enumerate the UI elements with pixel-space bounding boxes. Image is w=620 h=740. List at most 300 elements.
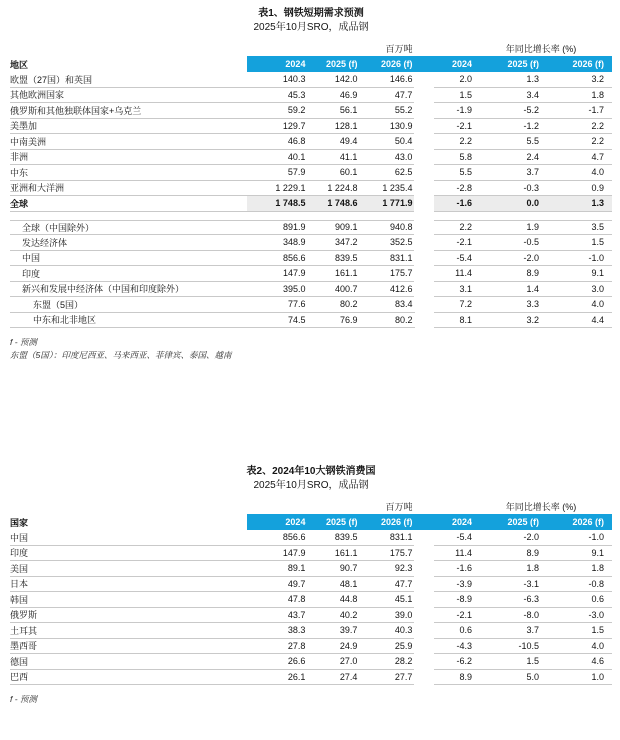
group-gap	[414, 134, 434, 150]
yoy-values	[434, 220, 612, 236]
yoy-values	[434, 282, 612, 298]
row-label: 中东和北非地区	[10, 313, 248, 329]
value-cell: 3.4	[526, 89, 539, 100]
mt-values	[247, 119, 414, 135]
yoy-values	[434, 165, 612, 181]
yoy-values	[434, 313, 612, 329]
group-gap	[414, 670, 434, 686]
value-cell: 3.1	[459, 283, 472, 294]
group-gap	[414, 639, 434, 655]
row-label: 美国	[10, 561, 247, 577]
value-cell: -6.3	[523, 594, 539, 605]
value-cell: 49.4	[339, 136, 358, 147]
table1-subtitle: 2025年10月SRO，成品钢	[253, 22, 369, 33]
mt-values	[247, 577, 414, 593]
value-cell: 1.8	[591, 89, 604, 100]
yoy-values	[434, 266, 612, 282]
value-cell: -5.4	[456, 532, 472, 543]
mt-values	[247, 103, 414, 119]
table2-row-header-label: 国家	[10, 517, 29, 528]
group-gap	[414, 623, 434, 639]
mt-values	[247, 670, 414, 686]
value-cell: 27.7	[394, 671, 413, 682]
section-divider	[10, 212, 612, 220]
value-cell: 352.5	[389, 237, 413, 248]
mt-values	[247, 165, 414, 181]
value-cell: 831.1	[389, 532, 413, 543]
value-cell: -5.4	[456, 252, 472, 263]
group-gap	[414, 150, 434, 166]
table-row	[10, 220, 612, 236]
value-cell: 839.5	[334, 532, 358, 543]
table1-title: 表1、钢铁短期需求预测	[258, 8, 364, 19]
value-cell: 1.3	[526, 74, 539, 85]
column-header: 2025 (f)	[307, 514, 359, 530]
table-row	[10, 670, 612, 686]
value-cell: 27.0	[339, 656, 358, 667]
value-cell: -2.1	[456, 120, 472, 131]
value-cell: 147.9	[282, 547, 306, 558]
value-cell: 3.7	[526, 625, 539, 636]
column-header: 2024	[434, 514, 474, 530]
table-row	[10, 266, 612, 282]
yoy-values	[434, 670, 612, 686]
value-cell: 0.9	[591, 182, 604, 193]
value-cell: 1 771.9	[382, 198, 413, 209]
table-row	[10, 196, 612, 212]
value-cell: -8.0	[523, 609, 539, 620]
column-header: 2024	[247, 514, 307, 530]
value-cell: 39.0	[394, 609, 413, 620]
value-cell: 40.2	[339, 609, 358, 620]
value-cell: 40.1	[287, 151, 306, 162]
column-header: 2026 (f)	[359, 56, 414, 72]
table-row	[10, 592, 612, 608]
table-row	[10, 530, 612, 546]
value-cell: 839.5	[334, 252, 358, 263]
row-label: 印度	[10, 546, 247, 562]
value-cell: 1.3	[591, 198, 604, 209]
value-cell: 26.1	[287, 671, 306, 682]
value-cell: 4.7	[591, 151, 604, 162]
value-cell: 2.2	[459, 136, 472, 147]
table-row	[10, 181, 612, 197]
value-cell: -0.5	[523, 237, 539, 248]
group-gap	[414, 530, 434, 546]
value-cell: 60.1	[339, 167, 358, 178]
table2-group-header-row	[10, 500, 612, 512]
mt-values	[247, 134, 414, 150]
value-cell: 43.7	[287, 609, 306, 620]
value-cell: -6.2	[456, 656, 472, 667]
yoy-values	[434, 623, 612, 639]
column-header: 2024	[434, 56, 474, 72]
mt-values	[247, 639, 414, 655]
table1-footnotes	[10, 336, 612, 362]
column-header: 2025 (f)	[474, 56, 541, 72]
row-label: 墨西哥	[10, 639, 247, 655]
mt-values	[247, 181, 414, 197]
value-cell: 3.5	[591, 222, 604, 233]
table-row	[10, 134, 612, 150]
value-cell: -8.9	[456, 594, 472, 605]
value-cell: 4.6	[591, 656, 604, 667]
value-cell: 4.4	[591, 314, 604, 325]
mt-values	[247, 266, 414, 282]
value-cell: -4.3	[456, 640, 472, 651]
value-cell: 56.1	[339, 105, 358, 116]
value-cell: 5.8	[459, 151, 472, 162]
yoy-values	[434, 654, 612, 670]
value-cell: 25.9	[394, 640, 413, 651]
value-cell: 1 224.8	[327, 182, 358, 193]
yoy-values	[434, 119, 612, 135]
value-cell: 940.8	[389, 222, 413, 233]
group-gap	[415, 313, 435, 329]
value-cell: 39.7	[339, 625, 358, 636]
row-label: 新兴和发展中经济体（中国和印度除外）	[10, 282, 247, 298]
value-cell: 5.0	[526, 671, 539, 682]
value-cell: 44.8	[339, 594, 358, 605]
table-row	[10, 150, 612, 166]
value-cell: 50.4	[394, 136, 413, 147]
table-row	[10, 282, 612, 298]
yoy-values	[434, 639, 612, 655]
mt-values	[247, 72, 414, 88]
value-cell: 9.1	[591, 268, 604, 279]
group-gap	[414, 251, 434, 267]
value-cell: 28.2	[394, 656, 413, 667]
value-cell: 77.6	[287, 299, 306, 310]
value-cell: 891.9	[282, 222, 306, 233]
value-cell: 40.3	[394, 625, 413, 636]
yoy-values	[434, 72, 612, 88]
value-cell: 1.0	[591, 671, 604, 682]
yoy-values	[434, 251, 612, 267]
value-cell: 175.7	[389, 547, 413, 558]
group-gap	[414, 577, 434, 593]
group-gap	[414, 119, 434, 135]
table1-row-header-label: 地区	[10, 59, 29, 70]
yoy-values	[434, 235, 612, 251]
value-cell: 0.6	[591, 594, 604, 605]
column-header: 2026 (f)	[541, 56, 606, 72]
value-cell: 3.2	[591, 74, 604, 85]
group-gap	[415, 297, 435, 313]
table-row	[10, 313, 612, 329]
value-cell: -2.8	[456, 182, 472, 193]
mt-values	[247, 150, 414, 166]
million-tonnes-group-label: 百万吨	[385, 44, 413, 54]
row-label: 非洲	[10, 150, 247, 166]
mt-values	[247, 608, 414, 624]
value-cell: 8.9	[526, 547, 539, 558]
value-cell: 45.3	[287, 89, 306, 100]
value-cell: 55.2	[394, 105, 413, 116]
mt-values	[247, 530, 414, 546]
row-label: 欧盟（27国）和英国	[10, 72, 247, 88]
value-cell: 2.0	[459, 74, 472, 85]
table-row	[10, 165, 612, 181]
value-cell: 8.1	[459, 314, 472, 325]
value-cell: 856.6	[282, 532, 306, 543]
group-gap	[414, 235, 434, 251]
mt-values	[247, 623, 414, 639]
value-cell: -1.6	[456, 198, 472, 209]
footnote: f - 预测	[10, 694, 37, 704]
value-cell: 9.1	[591, 547, 604, 558]
row-label: 其他欧洲国家	[10, 88, 247, 104]
value-cell: 92.3	[394, 563, 413, 574]
value-cell: 47.8	[287, 594, 306, 605]
value-cell: -2.1	[456, 237, 472, 248]
group-gap	[414, 514, 434, 530]
value-cell: -1.7	[588, 105, 604, 116]
value-cell: 4.0	[591, 167, 604, 178]
group-gap	[414, 608, 434, 624]
yoy-values	[434, 608, 612, 624]
row-label: 韩国	[10, 592, 247, 608]
table2-mt-column-headers	[247, 514, 414, 530]
row-label: 中国	[10, 530, 247, 546]
value-cell: 3.7	[526, 167, 539, 178]
value-cell: 80.2	[394, 314, 413, 325]
yoy-values	[434, 103, 612, 119]
row-label: 巴西	[10, 670, 247, 686]
value-cell: 3.2	[526, 314, 539, 325]
value-cell: 26.6	[287, 656, 306, 667]
group-gap	[414, 592, 434, 608]
mt-values	[247, 88, 414, 104]
row-label: 土耳其	[10, 623, 247, 639]
value-cell: 2.2	[591, 136, 604, 147]
value-cell: 1.4	[526, 283, 539, 294]
value-cell: -3.0	[588, 609, 604, 620]
group-gap	[414, 220, 434, 236]
yoy-values	[434, 546, 612, 562]
value-cell: 11.4	[455, 268, 472, 279]
value-cell: 2.2	[591, 120, 604, 131]
table-row	[10, 623, 612, 639]
value-cell: 8.9	[459, 671, 472, 682]
value-cell: 4.0	[591, 640, 604, 651]
value-cell: 49.7	[287, 578, 306, 589]
value-cell: 59.2	[287, 105, 306, 116]
yoy-values	[434, 592, 612, 608]
mt-values	[247, 196, 414, 212]
row-label: 印度	[10, 266, 247, 282]
value-cell: 74.5	[287, 314, 306, 325]
group-gap	[414, 165, 434, 181]
row-label: 中东	[10, 165, 247, 181]
value-cell: -10.5	[518, 640, 539, 651]
value-cell: 43.0	[394, 151, 413, 162]
row-label: 全球（中国除外）	[10, 220, 247, 236]
table2-column-header-row	[10, 514, 612, 530]
table1-column-header-row	[10, 56, 612, 72]
group-gap	[414, 103, 434, 119]
table-row	[10, 639, 612, 655]
yoy-values	[434, 530, 612, 546]
value-cell: 48.1	[339, 578, 358, 589]
row-label: 中国	[10, 251, 247, 267]
yoy-values	[434, 297, 612, 313]
yoy-values	[434, 577, 612, 593]
mt-values	[247, 235, 414, 251]
table2-footnotes	[10, 693, 612, 706]
table2-section	[0, 362, 620, 706]
table-row	[10, 72, 612, 88]
footnote: f - 预测	[10, 337, 37, 347]
value-cell: 27.4	[339, 671, 358, 682]
column-header: 2025 (f)	[307, 56, 359, 72]
group-gap	[414, 196, 434, 212]
table1-yoy-column-headers	[434, 56, 612, 72]
value-cell: 1.5	[526, 656, 539, 667]
value-cell: 130.9	[389, 120, 413, 131]
mt-values	[247, 654, 414, 670]
yoy-values	[434, 134, 612, 150]
value-cell: 348.9	[282, 237, 306, 248]
value-cell: 5.5	[459, 167, 472, 178]
mt-values	[247, 546, 414, 562]
yoy-values	[434, 181, 612, 197]
value-cell: 856.6	[282, 252, 306, 263]
value-cell: 27.8	[287, 640, 306, 651]
value-cell: -5.2	[523, 105, 539, 116]
yoy-growth-group-label: 年同比增长率 (%)	[505, 502, 577, 512]
value-cell: 129.7	[282, 120, 306, 131]
table2-yoy-column-headers	[434, 514, 612, 530]
row-label: 全球	[10, 196, 247, 212]
table-row	[10, 88, 612, 104]
row-label: 俄罗斯和其他独联体国家+乌克兰	[10, 103, 247, 119]
row-label: 俄罗斯	[10, 608, 247, 624]
value-cell: -2.0	[523, 252, 539, 263]
value-cell: -1.2	[523, 120, 539, 131]
value-cell: 831.1	[389, 252, 413, 263]
mt-values	[247, 220, 414, 236]
value-cell: 1 229.1	[275, 182, 306, 193]
row-label: 美墨加	[10, 119, 247, 135]
row-label: 日本	[10, 577, 247, 593]
mt-values	[248, 313, 415, 329]
value-cell: 412.6	[389, 283, 413, 294]
value-cell: 0.0	[526, 198, 539, 209]
value-cell: -1.9	[456, 105, 472, 116]
mt-values	[247, 282, 414, 298]
value-cell: -0.8	[588, 578, 604, 589]
value-cell: -2.0	[523, 532, 539, 543]
value-cell: 38.3	[287, 625, 306, 636]
table-row	[10, 103, 612, 119]
group-gap	[414, 72, 434, 88]
table-row	[10, 251, 612, 267]
value-cell: 1 748.6	[327, 198, 358, 209]
value-cell: 46.8	[287, 136, 306, 147]
value-cell: 146.6	[389, 74, 413, 85]
table1-body	[10, 72, 612, 328]
group-gap	[414, 181, 434, 197]
value-cell: 128.1	[334, 120, 358, 131]
value-cell: 89.1	[287, 563, 306, 574]
mt-values	[247, 561, 414, 577]
row-label: 发达经济体	[10, 235, 247, 251]
group-gap	[414, 654, 434, 670]
table2-subtitle: 2025年10月SRO，成品钢	[253, 480, 369, 491]
value-cell: 1 748.5	[275, 198, 306, 209]
table2-title: 表2、2024年10大钢铁消费国	[246, 466, 376, 477]
table2-body	[10, 530, 612, 685]
group-gap	[414, 546, 434, 562]
row-label: 德国	[10, 654, 247, 670]
value-cell: 90.7	[339, 563, 358, 574]
mt-values	[248, 297, 415, 313]
value-cell: 395.0	[282, 283, 306, 294]
row-label: 中南美洲	[10, 134, 247, 150]
group-gap	[414, 88, 434, 104]
value-cell: 2.2	[459, 222, 472, 233]
value-cell: 45.1	[394, 594, 413, 605]
value-cell: 1.9	[526, 222, 539, 233]
yoy-values	[434, 561, 612, 577]
column-header: 2026 (f)	[541, 514, 606, 530]
table-row	[10, 235, 612, 251]
value-cell: 7.2	[459, 299, 472, 310]
value-cell: 140.3	[282, 74, 306, 85]
value-cell: 46.9	[339, 89, 358, 100]
group-gap	[414, 561, 434, 577]
value-cell: 83.4	[394, 299, 413, 310]
group-gap	[414, 266, 434, 282]
table1-group-header-row	[10, 42, 612, 54]
value-cell: 62.5	[394, 167, 413, 178]
table-row	[10, 297, 612, 313]
value-cell: 76.9	[339, 314, 358, 325]
value-cell: 4.0	[591, 299, 604, 310]
table-row	[10, 608, 612, 624]
value-cell: 3.0	[591, 283, 604, 294]
value-cell: 2.4	[526, 151, 539, 162]
value-cell: -1.0	[588, 532, 604, 543]
value-cell: -2.1	[456, 609, 472, 620]
value-cell: 400.7	[334, 283, 358, 294]
value-cell: 47.7	[394, 578, 413, 589]
table-row	[10, 546, 612, 562]
group-gap	[414, 282, 434, 298]
yoy-values	[434, 88, 612, 104]
value-cell: 1.8	[526, 563, 539, 574]
value-cell: 1.5	[591, 237, 604, 248]
value-cell: 142.0	[334, 74, 358, 85]
value-cell: 41.1	[339, 151, 358, 162]
value-cell: 0.6	[459, 625, 472, 636]
value-cell: 147.9	[282, 268, 306, 279]
table-row	[10, 654, 612, 670]
value-cell: 1 235.4	[382, 182, 413, 193]
value-cell: -3.9	[456, 578, 472, 589]
yoy-values	[434, 196, 612, 212]
value-cell: -3.1	[523, 578, 539, 589]
table-row	[10, 561, 612, 577]
value-cell: 47.7	[394, 89, 413, 100]
mt-values	[247, 251, 414, 267]
value-cell: 80.2	[339, 299, 358, 310]
value-cell: 175.7	[389, 268, 413, 279]
group-gap	[414, 56, 434, 72]
value-cell: 3.3	[526, 299, 539, 310]
yoy-growth-group-label: 年同比增长率 (%)	[505, 44, 577, 54]
